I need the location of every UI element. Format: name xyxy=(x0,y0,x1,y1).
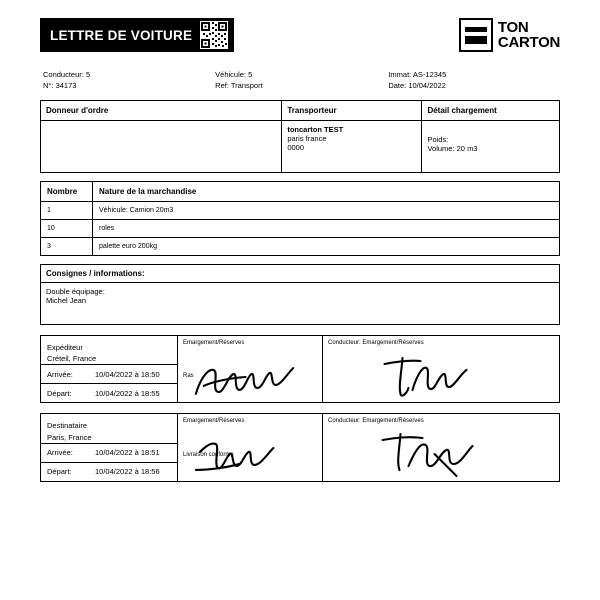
meta-row xyxy=(40,70,560,92)
destinataire-driver-signature-cell[interactable] xyxy=(323,414,559,481)
merch-desc: roles xyxy=(93,219,560,237)
expediteur-depart-label: Départ: xyxy=(47,388,72,398)
consignes-wrapper xyxy=(40,264,560,325)
destinataire-info xyxy=(41,414,178,481)
logo-line-1: TON xyxy=(497,19,529,36)
destinataire-driver-signature xyxy=(323,424,559,486)
logo-line-2: CARTON xyxy=(497,34,560,51)
parties-table-wrapper xyxy=(40,100,560,173)
document-header xyxy=(40,18,560,60)
meta-col-conducteur xyxy=(40,70,213,92)
table-row xyxy=(41,201,560,219)
carton-box-icon xyxy=(459,18,493,52)
header-nombre: Nombre xyxy=(41,181,93,201)
merch-qty: 1 xyxy=(41,201,93,219)
cell-donneur xyxy=(41,120,282,172)
destinataire-place: Paris, France xyxy=(47,432,92,442)
consignes-body xyxy=(41,282,560,324)
destinataire-signature-cell[interactable] xyxy=(178,414,323,481)
header-detail: Détail chargement xyxy=(422,100,560,120)
expediteur-depart-value: 10/04/2022 à 18:55 xyxy=(95,388,160,398)
qr-code-icon xyxy=(200,21,228,49)
destinataire-depart-row xyxy=(41,462,177,481)
header-nature: Nature de la marchandise xyxy=(93,181,560,201)
destinataire-block xyxy=(40,413,560,482)
meta-ref: Ref: Transport xyxy=(215,80,263,90)
meta-col-vehicule xyxy=(213,70,386,92)
destinataire-arrivee-value: 10/04/2022 à 18:51 xyxy=(95,448,160,458)
expediteur-role: Expéditeur xyxy=(47,342,83,352)
expediteur-info xyxy=(41,336,178,403)
consignes-title: Consignes / informations: xyxy=(41,264,560,282)
transporteur-city: paris france xyxy=(287,133,327,143)
title-block xyxy=(40,18,234,52)
transporteur-name: toncarton TEST xyxy=(287,124,344,134)
table-row xyxy=(41,237,560,255)
meta-numero: N°: 34173 xyxy=(43,80,77,90)
table-row xyxy=(41,282,560,324)
expediteur-signature xyxy=(178,346,322,408)
company-logo xyxy=(459,18,560,52)
header-donneur: Donneur d'ordre xyxy=(41,100,282,120)
expediteur-driver-signature-cell[interactable] xyxy=(323,336,559,403)
destinataire-driver-caption: Conducteur: Emargement/Réserves xyxy=(328,418,424,425)
merchandise-table-wrapper xyxy=(40,181,560,256)
meta-vehicule: Véhicule: 5 xyxy=(215,70,253,79)
consignes-line-1: Double équipage: xyxy=(46,286,105,296)
meta-date: Date: 10/04/2022 xyxy=(388,80,446,90)
destinataire-role: Destinataire xyxy=(47,421,88,431)
destinataire-who xyxy=(41,414,177,443)
table-row xyxy=(41,264,560,282)
meta-col-immat xyxy=(386,70,559,92)
destinataire-depart-label: Départ: xyxy=(47,467,72,477)
table-row xyxy=(41,181,560,201)
merch-desc: Véhicule: Camion 20m3 xyxy=(93,201,560,219)
header-transporteur: Transporteur xyxy=(282,100,422,120)
expediteur-arrivee-value: 10/04/2022 à 18:50 xyxy=(95,369,160,379)
transporteur-zip: 0000 xyxy=(287,142,305,152)
expediteur-signature-cell[interactable] xyxy=(178,336,323,403)
merch-desc: palette euro 200kg xyxy=(93,237,560,255)
table-row xyxy=(41,219,560,237)
parties-table xyxy=(40,100,560,173)
detail-poids: Poids: xyxy=(427,134,449,144)
document-title: LETTRE DE VOITURE xyxy=(50,27,193,43)
destinataire-depart-value: 10/04/2022 à 18:56 xyxy=(95,467,160,477)
cell-transporteur xyxy=(282,120,422,172)
expediteur-block xyxy=(40,335,560,404)
destinataire-sig-note: Livraison conforme xyxy=(183,451,234,458)
destinataire-arrivee-label: Arrivée: xyxy=(47,448,73,458)
logo-wordmark xyxy=(498,20,560,50)
expediteur-place: Créteil, France xyxy=(47,354,97,363)
expediteur-driver-signature xyxy=(323,346,559,408)
expediteur-who xyxy=(41,336,177,365)
detail-volume: Volume: 20 m3 xyxy=(427,143,478,153)
destinataire-sig-caption: Emargement/Réserves xyxy=(183,418,245,425)
expediteur-driver-caption: Conducteur: Emargement/Réserves xyxy=(328,339,424,346)
expediteur-depart-row xyxy=(41,383,177,402)
destinataire-arrivee-row xyxy=(41,443,177,462)
expediteur-arrivee-label: Arrivée: xyxy=(47,369,73,379)
table-row xyxy=(41,100,560,120)
table-row xyxy=(41,120,560,172)
expediteur-sig-note: Ras xyxy=(183,373,194,380)
expediteur-sig-caption: Emargement/Réserves xyxy=(183,339,245,346)
meta-immat: Immat: AS-12345 xyxy=(388,70,447,79)
meta-conducteur: Conducteur: 5 xyxy=(43,70,91,79)
merchandise-table xyxy=(40,181,560,256)
consignes-line-2: Michel Jean xyxy=(46,295,87,305)
expediteur-arrivee-row xyxy=(41,364,177,383)
merch-qty: 10 xyxy=(41,219,93,237)
cell-detail xyxy=(422,120,560,172)
consignes-table xyxy=(40,264,560,325)
merch-qty: 3 xyxy=(41,237,93,255)
